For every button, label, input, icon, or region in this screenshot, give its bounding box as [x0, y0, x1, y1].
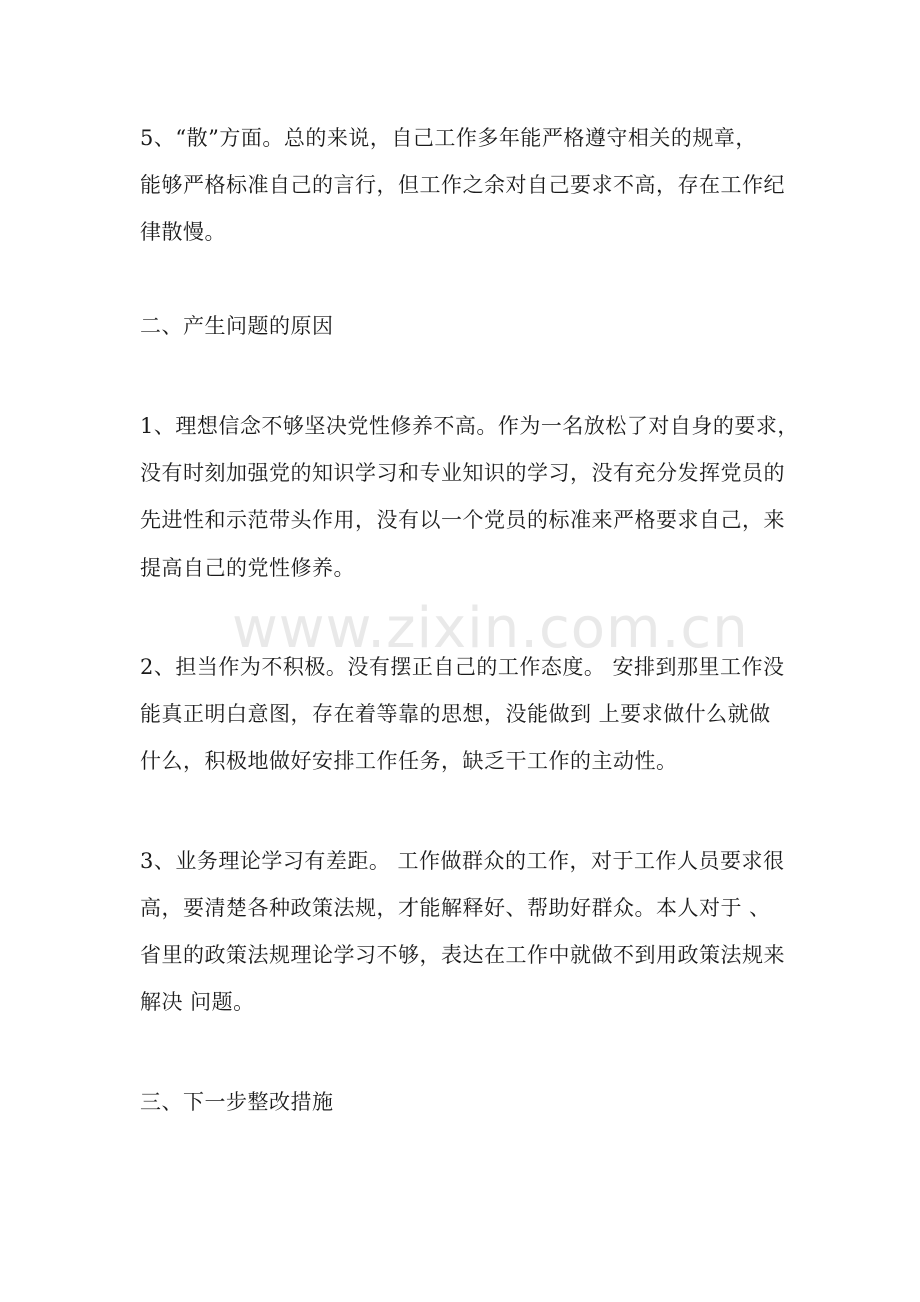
paragraph-reason-2-line-2: 能真正明白意图，存在着等靠的思想，没能做到 上要求做什么就做: [140, 702, 771, 726]
section-heading-next-steps: 三、下一步整改措施: [140, 1090, 334, 1114]
paragraph-reason-3-line-2: 高，要清楚各种政策法规，才能解释好、帮助好群众。本人对于 、: [140, 896, 771, 920]
paragraph-reason-1-line-3: 先进性和示范带头作用，没有以一个党员的标准来严格要求自己，来: [140, 508, 785, 532]
watermark: www.zixin.com.cn: [232, 596, 749, 661]
paragraph-reason-1-line-1: 1、理想信念不够坚决党性修养不高。作为一名放松了对自身的要求，: [140, 414, 799, 438]
paragraph-item-5-line-2: 能够严格标准自己的言行，但工作之余对自己要求不高，存在工作纪: [140, 173, 785, 197]
paragraph-item-5-line-3: 律散慢。: [140, 220, 226, 244]
section-heading-causes: 二、产生问题的原因: [140, 314, 334, 338]
paragraph-reason-1-line-4: 提高自己的党性修养。: [140, 556, 355, 580]
paragraph-reason-3-line-1: 3、业务理论学习有差距。 工作做群众的工作，对于工作人员要求很: [140, 849, 785, 873]
paragraph-reason-1-line-2: 没有时刻加强党的知识学习和专业知识的学习，没有充分发挥党员的: [140, 461, 785, 485]
paragraph-reason-3-line-3: 省里的政策法规理论学习不够，表达在工作中就做不到用政策法规来: [140, 943, 785, 967]
paragraph-item-5-line-1: 5、“散”方面。总的来说，自己工作多年能严格遵守相关的规章，: [140, 126, 757, 150]
paragraph-reason-2-line-3: 什么，积极地做好安排工作任务，缺乏干工作的主动性。: [140, 749, 678, 773]
paragraph-reason-2-line-1: 2、担当作为不积极。没有摆正自己的工作态度。 安排到那里工作没: [140, 655, 785, 679]
paragraph-reason-3-line-4: 解决 问题。: [140, 990, 255, 1014]
